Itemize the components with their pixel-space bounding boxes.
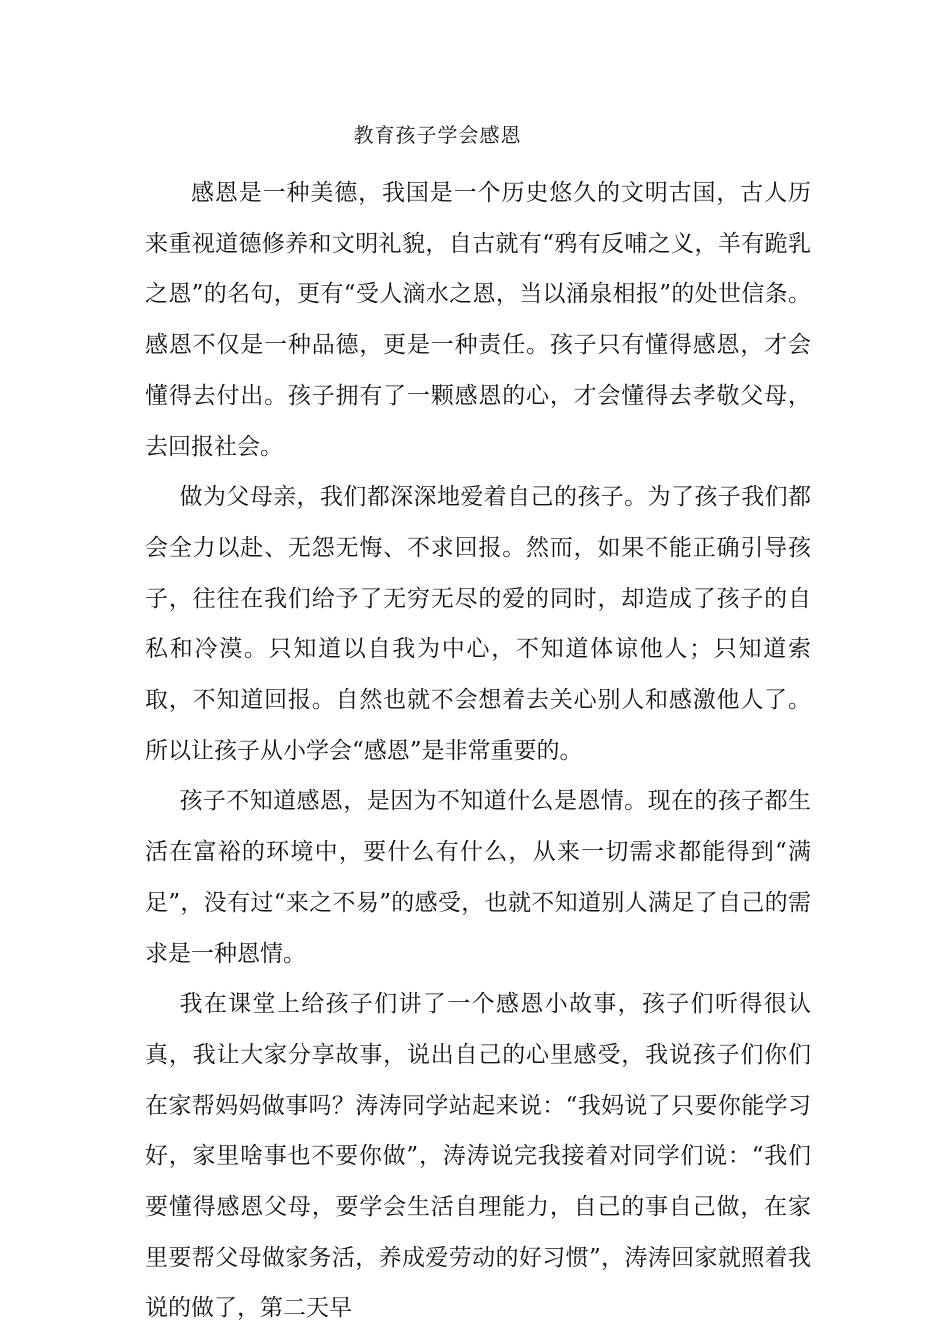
paragraph-2: 做为父母亲，我们都深深地爱着自己的孩子。为了孩子我们都会全力以赴、无怨无悔、不求回报。然而，如果不能正确引导孩子，往往在我们给予了无穷无尽的爱的同时，却造成了孩子的自私和冷漠。只知道以自我为中心，不知道体谅他人；只知道索取，不知道回报。自然也就不会想着去关心别人和感激他人了。所以让孩子从小学会“感恩”是非常重要的。 bbox=[145, 484, 811, 764]
paragraph-4: 我在课堂上给孩子们讲了一个感恩小故事，孩子们听得很认真，我让大家分享故事，说出自己的心里感受，我说孩子们你们在家帮妈妈做事吗？涛涛同学站起来说：“我妈说了只要你能学习好，家里啥事也不要你做”，涛涛说完我接着对同学们说：“我们要懂得感恩父母，要学会生活自理能力，自己的事自己做，在家里要帮父母做家务活，养成爱劳动的好习惯”，涛涛回家就照着我说的做了，第二天早 bbox=[145, 991, 811, 1322]
document-title: 教育孩子学会感恩 bbox=[353, 123, 522, 147]
paragraph-3: 孩子不知道感恩，是因为不知道什么是恩情。现在的孩子都生活在富裕的环境中，要什么有什么，从来一切需求都能得到“满足”，没有过“来之不易”的感受，也就不知道别人满足了自己的需求是一种恩情。 bbox=[145, 788, 811, 967]
paragraph-1: 感恩是一种美德，我国是一个历史悠久的文明古国，古人历来重视道德修养和文明礼貌，自古就有“鸦有反哺之义，羊有跪乳之恩”的名句，更有“受人滴水之恩，当以涌泉相报”的处世信条。感恩不仅是一种品德，更是一种责任。孩子只有懂得感恩，才会懂得去付出。孩子拥有了一颗感恩的心，才会懂得去孝敬父母，去回报社会。 bbox=[145, 180, 811, 460]
document-body bbox=[145, 168, 811, 1334]
